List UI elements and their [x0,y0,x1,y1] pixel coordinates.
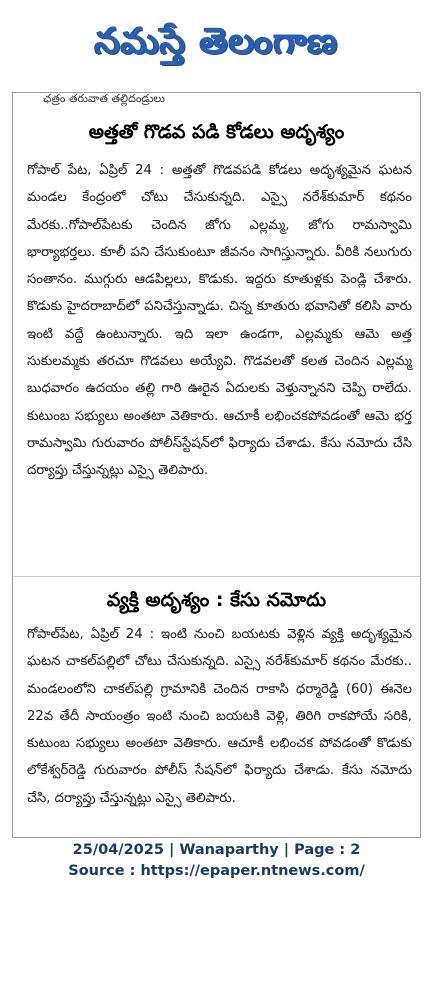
clipped-top-fragment: ఛత్రం తరువాత తల్లిదండ్రులు [43,93,165,105]
article1-headline: అత్తతో గొడవ పడి కోడలు అదృశ్యం [88,121,345,143]
footer-date-edition-page: 25/04/2025 | Wanaparthy | Page : 2 [72,842,361,858]
article1-body: గోపాల్ పేట, ఏప్రిల్ 24 : అత్తతో గొడవపడి కోడలు అదృశ్యమైన ఘటన మండల కేంద్రంలో చోటు చేసుకున్నది. ఎస్సై నరేశ్‌కుమార్ కథనం మేరకు..గోపాల్‌పేటకు చెందిన జోగు ఎల్లమ్మ, జోగు రామస్వామి భార్యాభర్తలు. కూలీ పని చేసుకుంటూ జీవనం సాగిస్తున్నారు. వీరికి నలుగురు సంతానం. ముగ్గురు ఆడపిల్లలు, కొడుకు. ఇద్దరు కూతుళ్లకు పెండ్లి చేశారు. కొడుకు హైదరాబాద్‌లో పనిచేస్తున్నాడు. చిన్న కూతురు భవానితో కలిసి వారు ఇంటి వద్దే ఉంటున్నారు. ఇది ఇలా ఉండగా, ఎల్లమ్మకు ఆమె అత్త సుకులమ్మకు తరచూ గొడవలు అయ్యేవి. గొడవలతో కలత చెందిన ఎల్లమ్మ బుధవారం ఉదయం తల్లి గారి ఊరైన ఏదులకు వెళ్తున్నానని చెప్పి రాలేదు. కుటుంబ సభ్యులు అంతటా వెతికారు. ఆచూకీ లభించకపోవడంతో ఆమె భర్త రామస్వామి గురువారం పోలీస్‌స్టేషన్‌లో ఫిర్యాదు చేశాడు. కేసు నమోదు చేసి దర్యాప్తు చేస్తున్నట్లు ఎస్సై తెలిపారు. [27,163,412,479]
newspaper-masthead [0,0,433,92]
article2-headline: వ్యక్తి అదృశ్యం : కేసు నమోదు [106,589,327,611]
article2-body: గోపాల్‌పేట, ఏప్రిల్ 24 : ఇంటి నుంచి బయటకు వెళ్లిన వ్యక్తి అదృశ్యమైన ఘటన చాకల్‌పల్లిలో చోటు చేసుకున్నది. ఎస్సై నరేశ్‌కుమార్ కథనం మేరకు.. మండలంలోని చాకల్‌పల్లి గ్రామానికి చెందిన రాకాసి ధర్మారెడ్డి (60) ఈనెల 22వ తేదీ సాయంత్రం ఇంటి నుంచి బయటకి వెళ్లి, తిరిగి రాకపోయే సరికి, కుటుంబ సభ్యులు అంతటా వెతికారు. ఆచూకీ లభించక పోవడంతో కొడుకు లోకేశ్వర్‌రెడ్డి గురువారం పోలీస్ సేషన్‌లో ఫిర్యాదు చేశాడు. కేసు నమోదు చేసి, దర్యాప్తు చేస్తున్నట్లు ఎస్సై తెలిపారు. [27,627,412,806]
news-clipping [12,92,421,838]
footer-source: Source : https://epaper.ntnews.com/ [68,863,365,879]
article-divider [13,576,420,577]
masthead-title: నమస్తే తెలంగాణ [94,21,339,62]
